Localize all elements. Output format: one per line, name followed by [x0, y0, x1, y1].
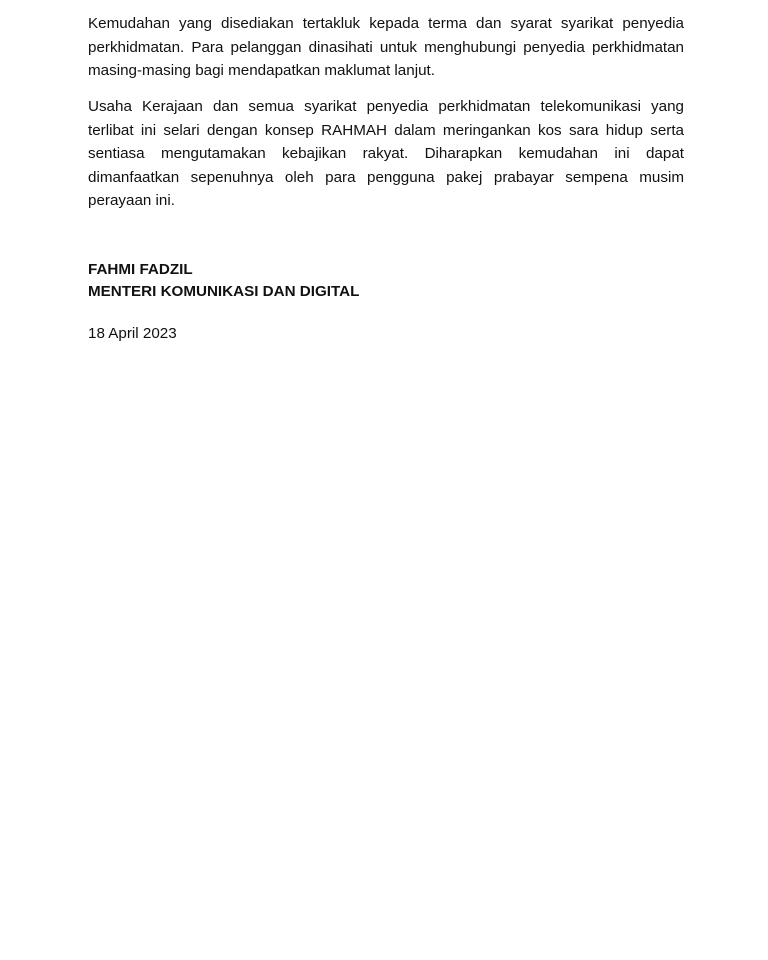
paragraph-rahmah [88, 95, 684, 213]
paragraph-terms [88, 12, 684, 83]
paragraph-line: perayaan ini. [88, 192, 175, 210]
release-date: 18 April 2023 [88, 325, 177, 342]
signatory-name: FAHMI FADZIL [88, 261, 193, 278]
paragraph-line: dimanfaatkan sepenuhnya oleh para pengguna pakej prabayar sempena musim [88, 168, 684, 186]
paragraph-line: Kemudahan yang disediakan tertakluk kepada terma dan syarat syarikat penyedia [88, 15, 684, 32]
signatory-title: MENTERI KOMUNIKASI DAN DIGITAL [88, 283, 360, 300]
paragraph-line: perkhidmatan. Para pelanggan dinasihati untuk menghubungi penyedia perkhidmatan [88, 38, 684, 56]
paragraph-line: terlibat ini selari dengan konsep RAHMAH dalam meringankan kos sara hidup serta [88, 121, 684, 139]
paragraph-line: sentiasa mengutamakan kebajikan rakyat. Diharapkan kemudahan ini dapat [88, 145, 684, 163]
paragraph-line: Usaha Kerajaan dan semua syarikat penyedia perkhidmatan telekomunikasi yang [88, 98, 684, 115]
paragraph-line: masing-masing bagi mendapatkan maklumat lanjut. [88, 62, 435, 80]
